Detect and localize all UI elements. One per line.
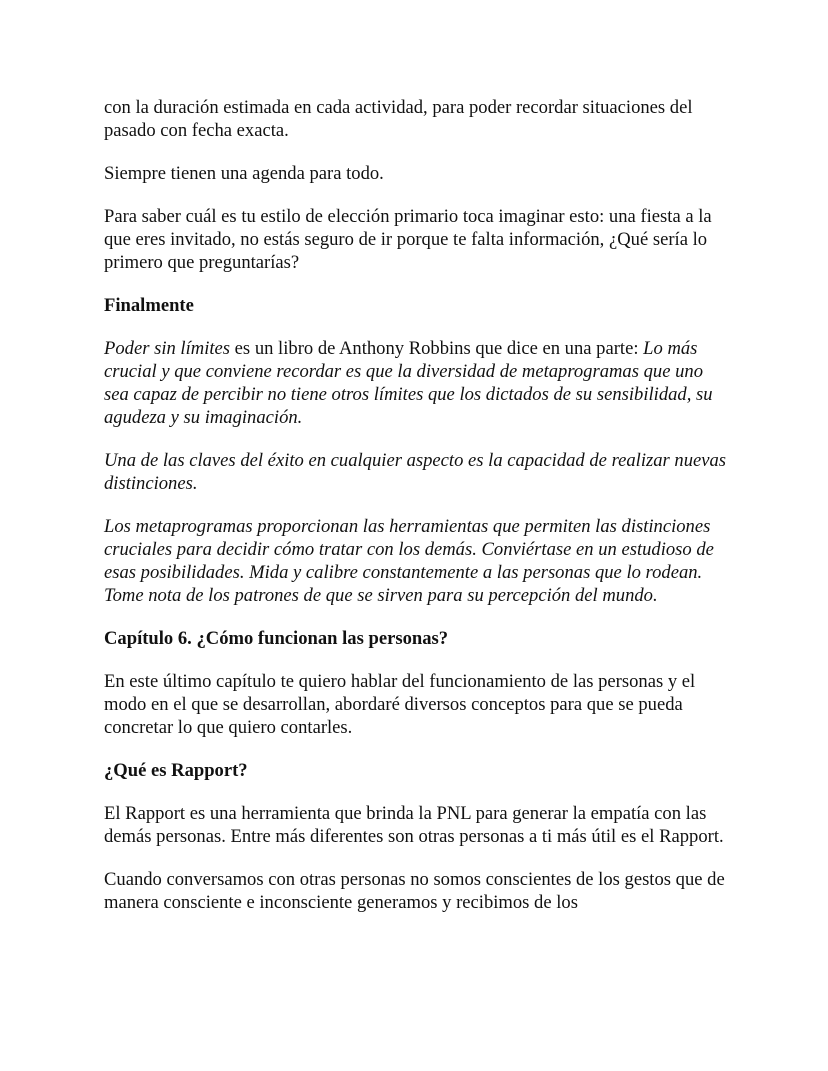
paragraph-robbins-quote [104,337,728,429]
heading-chapter-6: Capítulo 6. ¿Cómo funcionan las personas? [104,628,449,649]
paragraph-activity-duration: con la duración estimada en cada actividad, para poder recordar situaciones del pasado con fecha exacta. [104,97,693,141]
paragraph-success-keys: Una de las claves del éxito en cualquier aspecto es la capacidad de realizar nuevas distinciones. [104,450,727,494]
book-description: es un libro de Anthony Robbins que dice en una parte: [230,338,644,359]
paragraph-chapter-intro: En este último capítulo te quiero hablar del funcionamiento de las personas y el modo en el que se desarrollan, abordaré diversos conceptos para que se pueda concretar lo que quiero contarles. [104,671,696,738]
paragraph-rapport-definition: El Rapport es una herramienta que brinda la PNL para generar la empatía con las demás personas. Entre más diferentes son otras personas a ti más útil es el Rapport. [104,803,724,847]
heading-rapport: ¿Qué es Rapport? [104,760,248,781]
paragraph-choice-style: Para saber cuál es tu estilo de elección primario toca imaginar esto: una fiesta a la que eres invitado, no estás seguro de ir porque te falta información, ¿Qué sería lo primero que preguntarías? [104,206,712,273]
paragraph-conversation: Cuando conversamos con otras personas no somos conscientes de los gestos que de manera consciente e inconsciente generamos y recibimos de los [104,869,725,913]
heading-finalmente: Finalmente [104,295,194,316]
book-title: Poder sin límites [104,338,231,359]
quote-text: Lo más crucial y que conviene recordar es que la diversidad de metaprogramas que uno sea capaz de percibir no tiene otros límites que los dictados de su sensibilidad, su agudeza y su imaginación. [104,338,713,428]
paragraph-agenda: Siempre tienen una agenda para todo. [104,163,384,184]
document-page [104,96,728,934]
paragraph-metaprograms: Los metaprogramas proporcionan las herramientas que permiten las distinciones cruciales para decidir cómo tratar con los demás. Conviértase en un estudioso de esas posibilidades. Mida y calibre constantemente a las personas que lo rodean. Tome nota de los patrones de que se sirven para su percepción del mundo. [104,516,714,606]
